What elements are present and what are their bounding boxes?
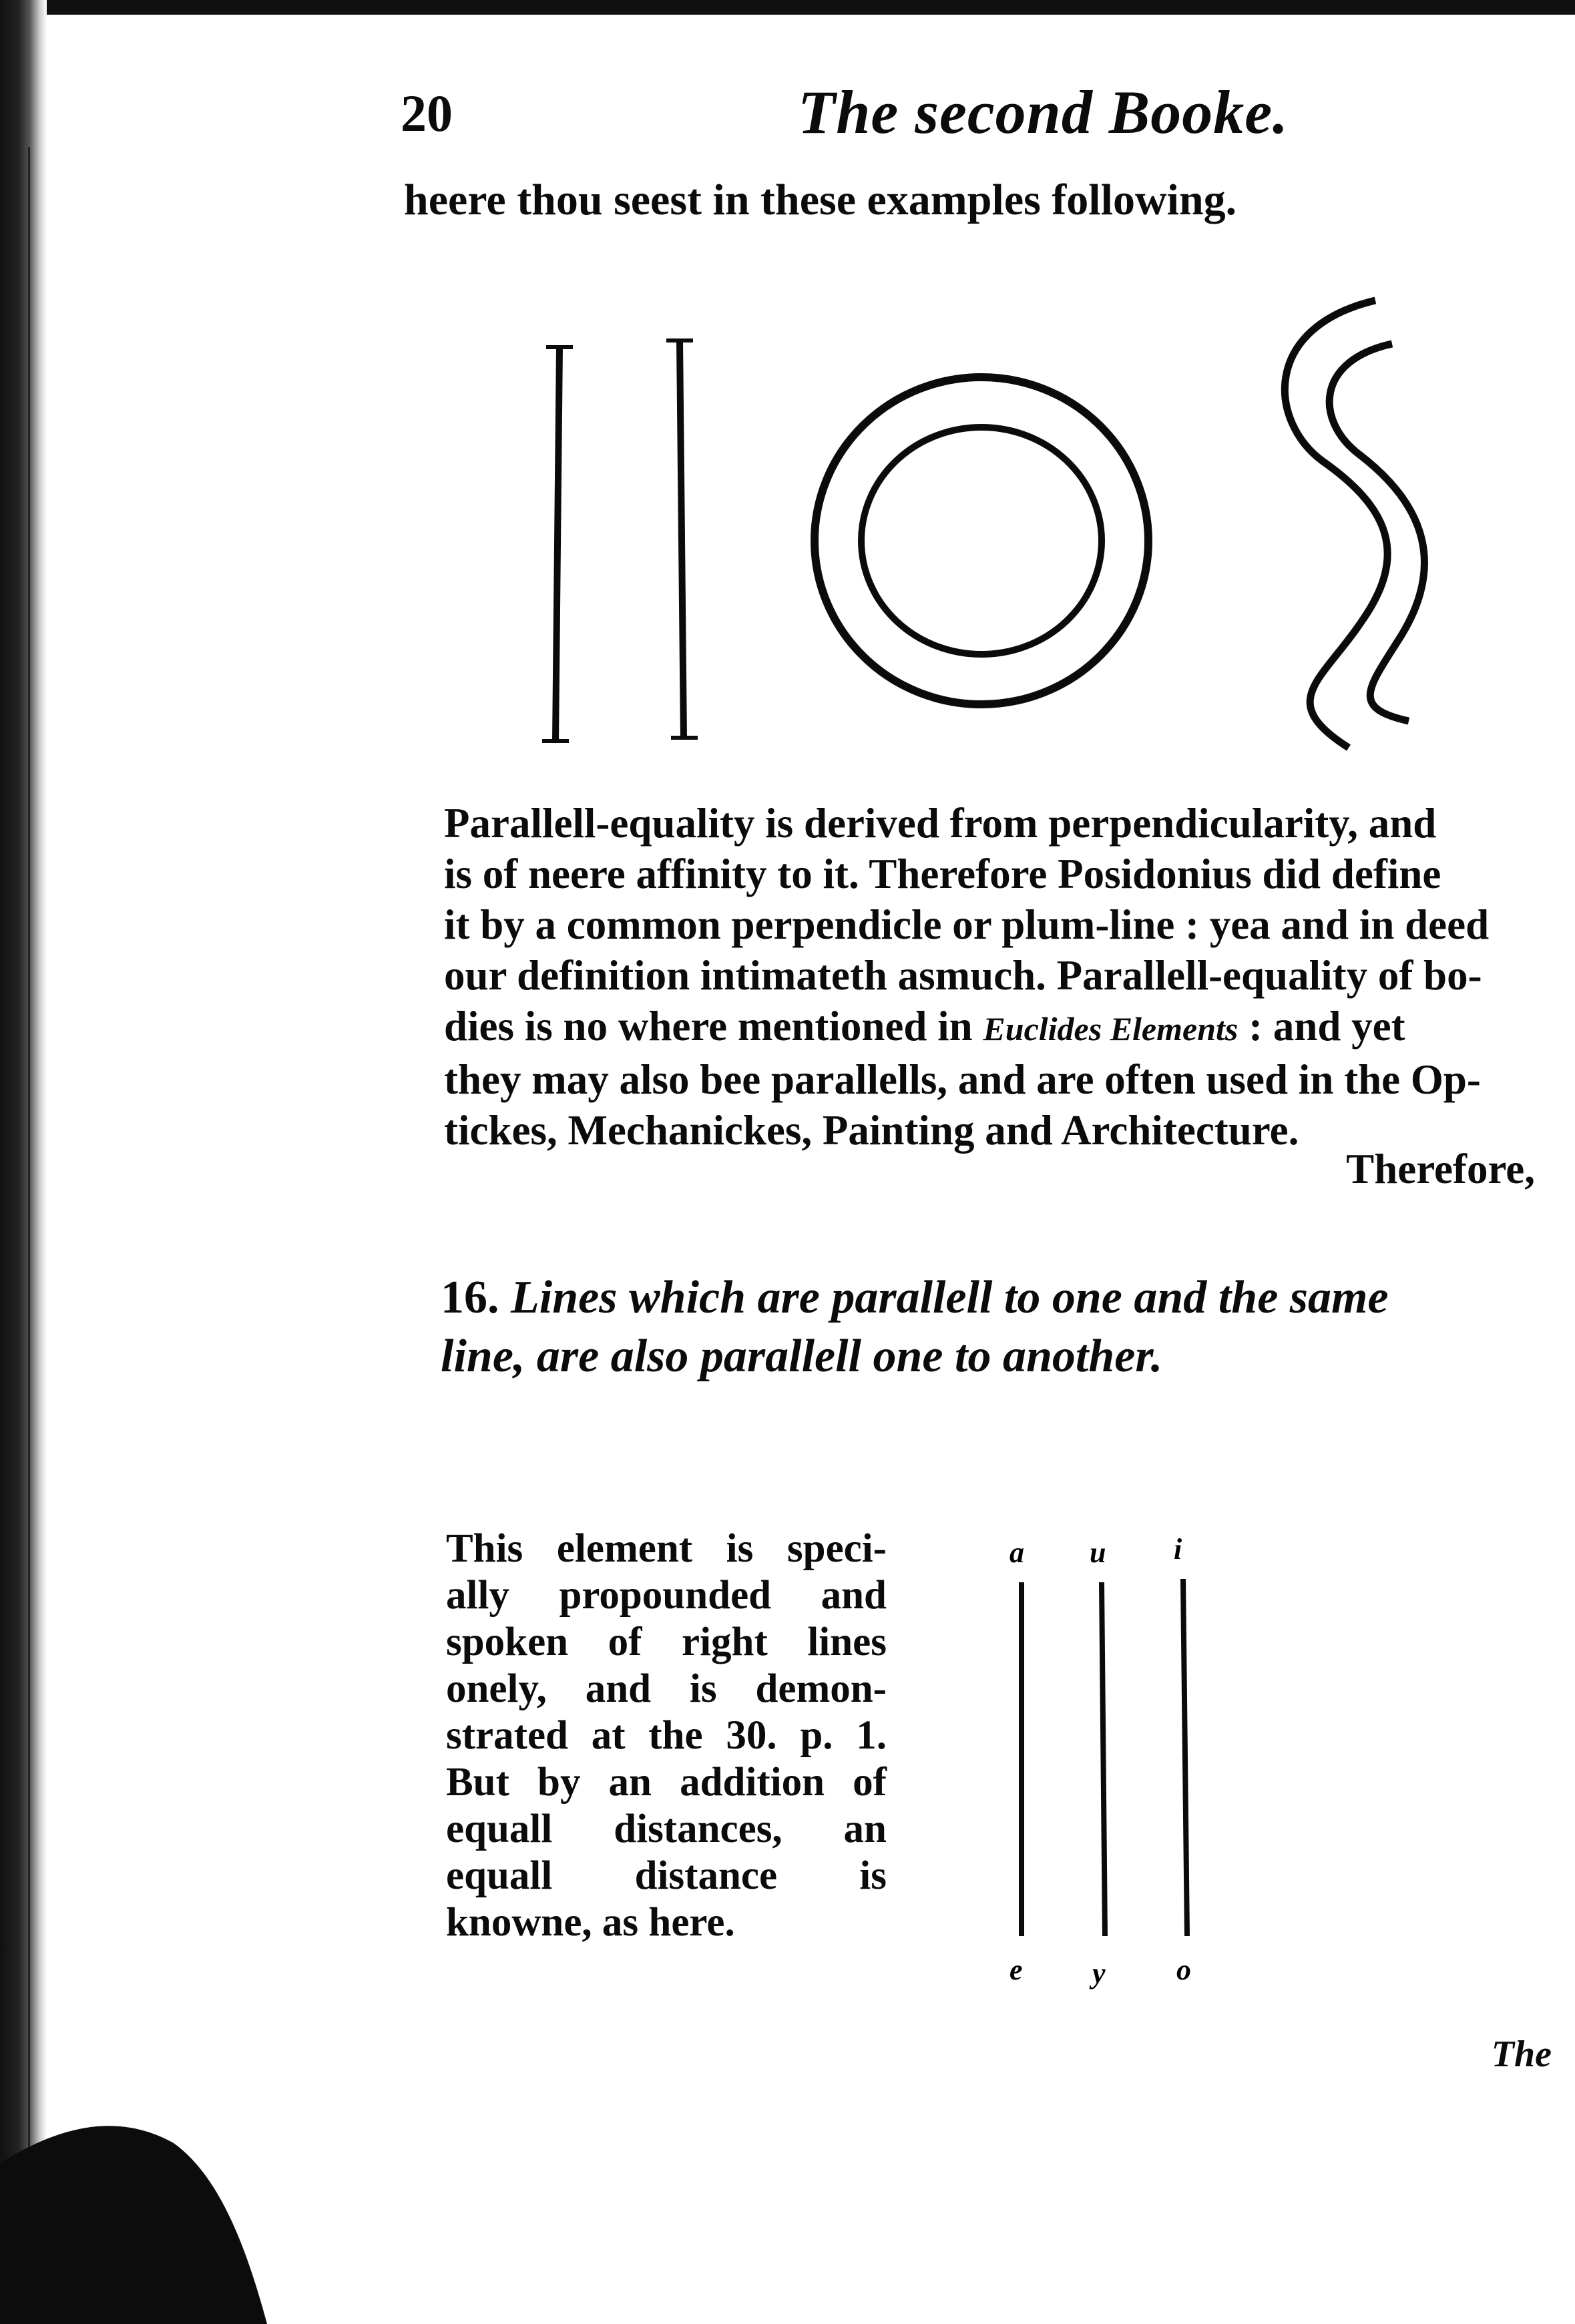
proposition-line: line, are also parallell one to another. bbox=[441, 1331, 1163, 1382]
main-paragraph bbox=[444, 798, 1539, 1156]
paragraph-line: it by a common perpendicle or plum-line : yea and in deed bbox=[444, 901, 1490, 948]
commentary-line: equall distances, an bbox=[446, 1807, 887, 1851]
catchword: Therefore, bbox=[1346, 1146, 1535, 1192]
side-commentary bbox=[446, 1526, 887, 1946]
proposition-line bbox=[441, 1268, 1562, 1327]
paragraph-line: Parallell-equality is derived from perpendicularity, and bbox=[444, 800, 1437, 847]
commentary-line: This element is speci- bbox=[446, 1526, 887, 1571]
commentary-line: But by an addition of bbox=[446, 1760, 887, 1805]
proposition-text: Lines which are parallell to one and the same bbox=[499, 1272, 1389, 1323]
paragraph-line: they may also bee parallells, and are often used in the Op- bbox=[444, 1056, 1481, 1103]
paragraph-line: is of neere affinity to it. Therefore Posidonius did define bbox=[444, 851, 1441, 897]
page-number: 20 bbox=[401, 84, 453, 142]
parallel-curved-lines bbox=[1285, 300, 1424, 748]
parallel-lines-diagram bbox=[968, 1509, 1235, 2003]
three-parallel-lines bbox=[1022, 1579, 1187, 1936]
proposition-number: 16. bbox=[441, 1272, 499, 1323]
italic-citation: Euclides Elements bbox=[983, 1010, 1239, 1048]
parallel-figures-illustration bbox=[521, 287, 1442, 768]
commentary-line: spoken of right lines bbox=[446, 1620, 887, 1664]
label-top-i: i bbox=[1174, 1533, 1182, 1566]
paragraph-line bbox=[444, 1001, 1539, 1054]
intro-line: heere thou seest in these examples following. bbox=[404, 176, 1237, 224]
commentary-line: onely, and is demon- bbox=[446, 1666, 887, 1711]
commentary-line: strated at the 30. p. 1. bbox=[446, 1713, 887, 1758]
concentric-circles bbox=[815, 377, 1148, 704]
label-top-a: a bbox=[1009, 1536, 1024, 1569]
paragraph-line: our definition intimateth asmuch. Parallell-equality of bo- bbox=[444, 952, 1482, 999]
label-top-u: u bbox=[1090, 1536, 1106, 1569]
final-catchword: The bbox=[1491, 2034, 1552, 2075]
label-bottom-o: o bbox=[1176, 1953, 1191, 1986]
paragraph-text: : and yet bbox=[1238, 1003, 1405, 1050]
parallel-straight-lines bbox=[542, 340, 698, 741]
paragraph-text: dies is no where mentioned in bbox=[444, 1003, 983, 1050]
paragraph-line: tickes, Mechanickes, Painting and Architecture. bbox=[444, 1107, 1299, 1154]
book-title: The second Booke. bbox=[798, 78, 1289, 146]
running-head bbox=[401, 77, 1469, 157]
label-bottom-y: y bbox=[1092, 1957, 1106, 1990]
label-bottom-e: e bbox=[1009, 1953, 1023, 1986]
proposition-16 bbox=[441, 1268, 1562, 1386]
commentary-line: knowne, as here. bbox=[446, 1900, 735, 1945]
commentary-line: ally propounded and bbox=[446, 1573, 887, 1618]
commentary-line: equall distance is bbox=[446, 1853, 887, 1898]
